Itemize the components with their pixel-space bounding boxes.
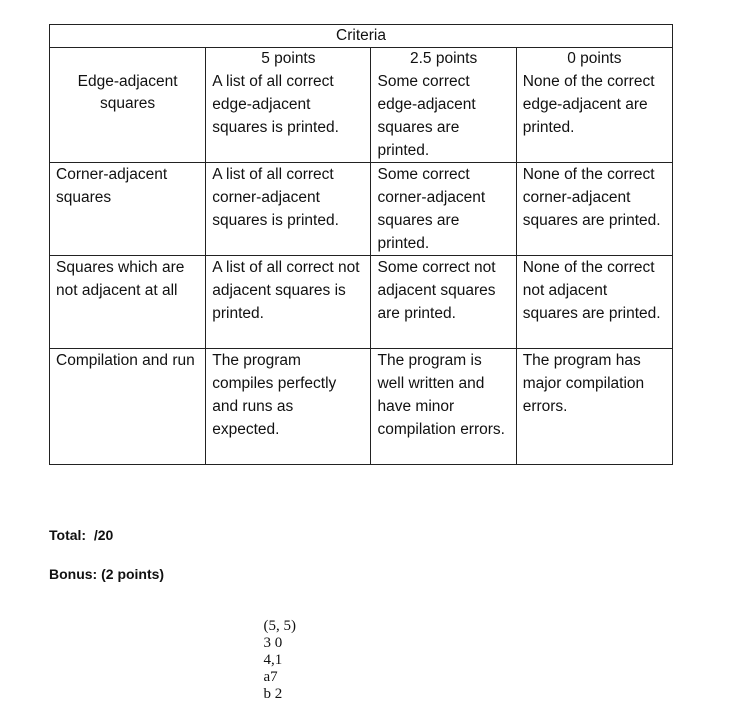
partial-credit-cell: The program is well written and have minor compilation errors. xyxy=(371,349,516,465)
full-credit-cell: A list of all correct edge-adjacent squares is printed. xyxy=(206,70,371,163)
criterion-cell: Edge-adjacent squares xyxy=(50,48,206,163)
bonus-label: Bonus: (2 points) xyxy=(49,566,165,582)
rubric-table xyxy=(49,24,673,465)
no-credit-cell: None of the correct edge-adjacent are printed. xyxy=(516,70,672,163)
coordinate-item: 4,1 xyxy=(263,652,283,668)
no-credit-cell: None of the correct corner-adjacent squares are printed. xyxy=(516,163,672,256)
partial-credit-cell: Some correct not adjacent squares are printed. xyxy=(371,256,516,349)
full-credit-cell: The program compiles perfectly and runs as expected. xyxy=(206,349,371,465)
full-credit-cell: A list of all correct corner-adjacent squares is printed. xyxy=(206,163,371,256)
partial-credit-cell: Some correct corner-adjacent squares are printed. xyxy=(371,163,516,256)
points-header-5: 5 points xyxy=(206,48,371,71)
coordinate-samples xyxy=(256,601,310,703)
points-header-2-5: 2.5 points xyxy=(371,48,516,71)
points-header-0: 0 points xyxy=(516,48,672,71)
coordinate-item: (5, 5) xyxy=(263,618,296,634)
criterion-cell: Squares which are not adjacent at all xyxy=(50,256,206,349)
coordinate-item: b 2 xyxy=(263,686,283,702)
coordinate-item: a7 xyxy=(263,669,278,685)
table-row xyxy=(50,349,673,465)
criterion-cell: Corner-adjacent squares xyxy=(50,163,206,256)
coordinate-item: 3 0 xyxy=(263,635,283,651)
no-credit-cell: The program has major compilation errors. xyxy=(516,349,672,465)
total-score-label: Total: /20 xyxy=(49,527,114,543)
table-row xyxy=(50,163,673,256)
criterion-cell: Compilation and run xyxy=(50,349,206,465)
criteria-header: Criteria xyxy=(50,25,673,48)
no-credit-cell: None of the correct not adjacent squares are printed. xyxy=(516,256,672,349)
full-credit-cell: A list of all correct not adjacent squares is printed. xyxy=(206,256,371,349)
partial-credit-cell: Some correct edge-adjacent squares are printed. xyxy=(371,70,516,163)
table-row xyxy=(50,256,673,349)
